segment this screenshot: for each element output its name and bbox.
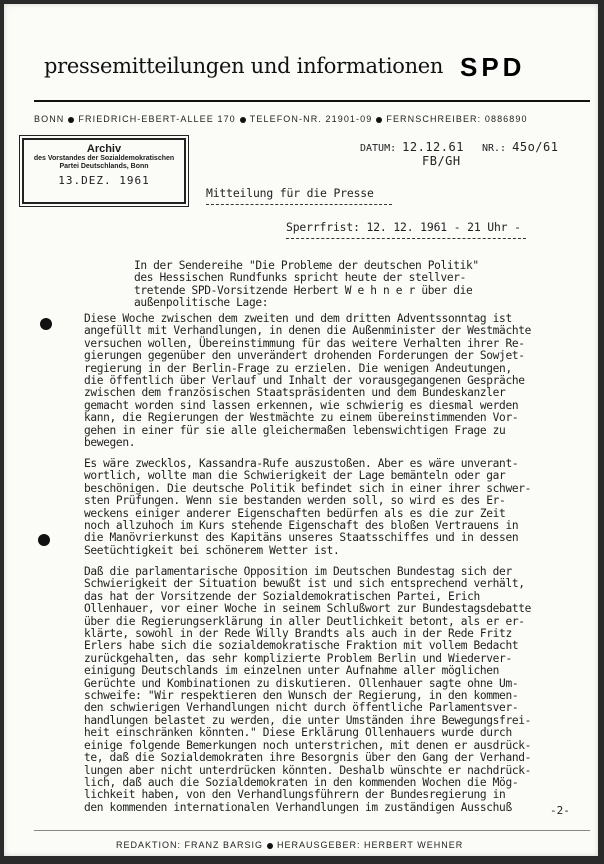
- text-line: angefüllt mit Verhandlungen, in denen die Außenminister der Westmächte: [84, 324, 531, 338]
- nr-value: 45o/61: [512, 140, 559, 154]
- text-line: Ollenhauer, vor einer Woche in seinem Schlußwort zur Bundestagsdebatte: [84, 602, 531, 616]
- text-line: gemacht worden sind lassen erkennen, wie schwierig es diesmal werden: [84, 398, 519, 412]
- footer-publisher: HERAUSGEBER: HERBERT WEHNER: [277, 840, 464, 850]
- text-line: den schwierigen Verhandlungen nicht durch öffentliche Parlamentsver-: [84, 701, 519, 715]
- bullet-dot-icon: [267, 843, 273, 849]
- nr-label: NR.:: [482, 143, 507, 154]
- text-line: Schwierigkeit der Situation bewußt ist und sich entsprechend verhält,: [84, 577, 525, 591]
- stamp-line-3: Partei Deutschlands, Bonn: [59, 163, 149, 170]
- text-line: Erlers habe sich die sozialdemokratische Fraktion mit vollem Bedacht: [84, 639, 519, 653]
- text-line: heit einschränken könnten." Diese Erklärung Ollenhauers wurde durch: [84, 726, 512, 740]
- text-line: lungen aber nicht unterdrücken könnten. Deshalb wünschte er nachdrück-: [84, 763, 531, 777]
- spd-logo: SPD: [460, 52, 526, 82]
- footer: [116, 840, 463, 850]
- text-line: kann, die Regierungen der Westmächte zu einem übereinstimmenden Vor-: [84, 411, 519, 425]
- text-line: versuchen wollen, Übereinstimmung für das weitere Verhalten ihrer Re-: [84, 336, 525, 350]
- sperrfrist-underline: [286, 238, 526, 239]
- masthead-title: pressemitteilungen und informationen: [44, 54, 444, 78]
- address-line: [34, 114, 594, 124]
- text-line: regierung in der Berlin-Frage zu erzielen. Die wenigen Andeutungen,: [84, 361, 512, 375]
- text-line: gehen in einer für sie alle gleichermaßen lebenswichtigen Frage zu: [84, 423, 506, 437]
- datum-field: [360, 140, 464, 154]
- text-line: zwischen dem französischen Staatspräsidenten und dem Bundeskanzler: [84, 386, 506, 400]
- paragraph-3: [84, 566, 574, 814]
- page-number: -2-: [550, 804, 570, 817]
- text-line: schweife: "Wir respektieren den Wunsch der Regierung, in den kommen-: [84, 689, 519, 703]
- bullet-dot-icon: [68, 117, 74, 123]
- stamp-line-2: des Vorstandes der Sozialdemokratischen: [33, 155, 175, 162]
- text-line: zurückgehalten, das sehr komplizierte Problem Berlin und Wiederver-: [84, 651, 512, 665]
- sperrfrist: Sperrfrist: 12. 12. 1961 - 21 Uhr -: [286, 220, 521, 234]
- text-line: den kommenden internationalen Verhandlungen im zuständigen Ausschuß: [84, 800, 512, 814]
- text-line: des Hessischen Rundfunks spricht heute der stellver-: [134, 271, 467, 285]
- text-line: In der Sendereihe "Die Probleme der deutschen Politik": [134, 259, 479, 272]
- punch-hole-icon: [38, 534, 50, 546]
- text-line: Seetüchtigkeit bei schönerem Wetter ist.: [84, 543, 340, 557]
- text-line: lich, daß auch die Sozialdemokraten in den kommenden Wochen die Mög-: [84, 775, 519, 789]
- stamp-title: Archiv: [86, 143, 122, 155]
- text-line: Daß die parlamentarische Opposition im Deutschen Bundestag sich der: [84, 565, 512, 578]
- footer-editor: REDAKTION: FRANZ BARSIG: [116, 840, 264, 850]
- text-line: Gerüchte und Kombinationen zu diskutieren. Ollenhauer sagte ohne Um-: [84, 676, 519, 690]
- text-line: einigung Deutschlands im einzelnen unter Aufnahme aller möglichen: [84, 664, 500, 678]
- intro-paragraph: [134, 260, 574, 310]
- reference-code: FB/GH: [422, 154, 461, 168]
- address-city: BONN: [34, 114, 65, 124]
- text-line: lichkeit haben, von den Verhandlungsführern der Bundesregierung in: [84, 788, 506, 802]
- heading-underline: [206, 204, 392, 205]
- paragraph-1: [84, 313, 574, 449]
- text-line: gierungen gegenüber den unverändert drohenden Forderungen der Sowjet-: [84, 349, 525, 363]
- datum-value: 12.12.61: [402, 140, 464, 154]
- stamp-date: 13.DEZ. 1961: [58, 174, 150, 187]
- text-line: bewegen.: [84, 436, 136, 450]
- archive-stamp: [22, 138, 186, 204]
- text-line: sten Prüfungen. Wenn sie bestanden werden soll, so wird es des Er-: [84, 494, 506, 508]
- text-line: klärte, sowohl in der Rede Willy Brandts als auch in der Rede Fritz: [84, 627, 512, 641]
- nr-field: [482, 140, 558, 154]
- text-line: te, daß die Sozialdemokraten ihre Besorgnis über den Gang der Verhand-: [84, 751, 531, 765]
- text-line: außenpolitische Lage:: [134, 296, 269, 310]
- footer-rule: [34, 830, 590, 831]
- datum-label: DATUM:: [360, 143, 397, 154]
- punch-hole-icon: [40, 318, 52, 330]
- press-release-page: [4, 4, 598, 856]
- text-line: tretende SPD-Vorsitzende Herbert W e h n e r über die: [134, 283, 473, 297]
- text-line: noch allzuhoch im Kurs stehende Eigenschaft des bloßen Vertrauens in: [84, 519, 519, 533]
- bullet-dot-icon: [240, 117, 246, 123]
- text-line: Es wäre zwecklos, Kassandra-Rufe auszustoßen. Aber es wäre unverant-: [84, 457, 519, 470]
- text-line: einige folgende Bemerkungen noch unterstrichen, mit denen er ausdrück-: [84, 738, 531, 752]
- bullet-dot-icon: [376, 117, 382, 123]
- text-line: weckens einiger anderer Eigenschaften bedürfen als es die zur Zeit: [84, 506, 506, 520]
- text-line: wortlich, wollte man die Schwierigkeit der Lage bemänteln oder gar: [84, 469, 506, 483]
- text-line: handlungen belastet zu werden, die unter Umständen ihre Bewegungsfrei-: [84, 713, 531, 727]
- address-telex: FERNSCHREIBER: 0886890: [386, 114, 528, 124]
- text-line: das hat der Vorsitzende der Sozialdemokratischen Partei, Erich: [84, 589, 480, 603]
- text-line: Diese Woche zwischen dem zweiten und dem dritten Adventssonntag ist: [84, 312, 512, 325]
- address-street: FRIEDRICH-EBERT-ALLEE 170: [78, 114, 236, 124]
- text-line: die öffentlich über Verlauf und Inhalt der vorausgegangenen Gespräche: [84, 374, 525, 388]
- text-line: beschönigen. Die deutsche Politik befindet sich in einer ihrer schwer-: [84, 481, 531, 495]
- text-line: die Manövrierkunst des Kapitäns unseres Staatsschiffes und in dessen: [84, 531, 519, 545]
- heading: Mitteilung für die Presse: [206, 186, 374, 200]
- paragraph-2: [84, 458, 574, 557]
- address-phone: TELEFON-NR. 21901-09: [249, 114, 373, 124]
- header-rule: [34, 100, 590, 102]
- text-line: über die Regierungserklärung in aller Deutlichkeit betont, als er er-: [84, 614, 525, 628]
